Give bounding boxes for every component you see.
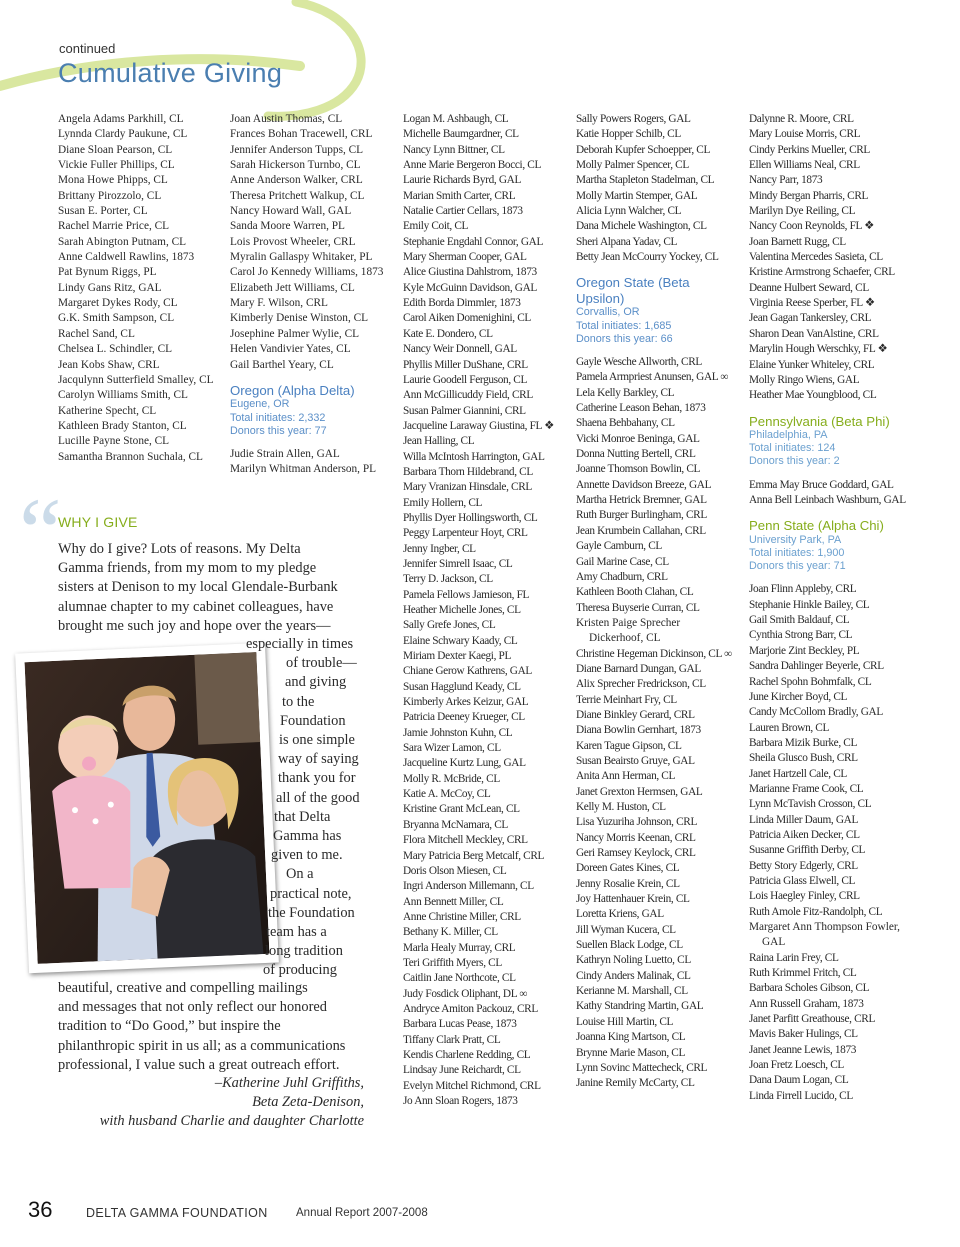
donor-name: Margaret Ann Thompson Fowler, GAL — [749, 921, 900, 949]
donor-name: Patricia Aiken Decker, CL — [749, 828, 860, 841]
why-i-give-heading: WHY I GIVE — [58, 514, 138, 530]
donor-name: Annette Davidson Breeze, GAL — [576, 478, 712, 491]
testimonial-line: is one simple — [279, 732, 355, 749]
donor-name: Raina Larin Frey, CL — [749, 951, 839, 964]
quote-mark-icon: “ — [19, 478, 62, 585]
donor-name: Rachel Marrie Price, CL — [58, 220, 170, 233]
donor-name: Gail Smith Baldauf, CL — [749, 614, 850, 627]
donor-name: Willa McIntosh Harrington, GAL — [403, 450, 545, 463]
donor-name: Mindy Bergan Pharris, CRL — [749, 189, 869, 202]
donor-name: Katherine Specht, CL — [58, 404, 157, 417]
donor-name: June Kircher Boyd, CL — [749, 690, 848, 703]
donor-name: Kyle McGuinn Davidson, GAL — [403, 281, 537, 294]
donor-name: Jean Kobs Shaw, CRL — [58, 358, 160, 371]
donor-name: Janet Grexton Hermsen, GAL — [576, 785, 703, 798]
testimonial-line: professional, I value such a great outreach effort. — [58, 1056, 340, 1073]
chapter-name: Penn State (Alpha Chi) — [749, 518, 884, 534]
chapter-donors: Donors this year: 77 — [230, 424, 327, 437]
donor-name: Kimberly Denise Winston, CL — [230, 312, 369, 325]
donor-name: Jamie Johnston Kuhn, CL — [403, 726, 513, 739]
donor-name: Nancy Morris Keenan, CRL — [576, 831, 696, 844]
donor-name: Anne Anderson Walker, CRL — [230, 174, 363, 187]
continued-label: continued — [59, 41, 116, 56]
donor-name: Cindy Perkins Mueller, CRL — [749, 143, 870, 156]
donor-name: Jean Gagan Tankersley, CRL — [749, 312, 872, 325]
testimonial-line: way of saying — [278, 751, 359, 768]
donor-name: Betty Jean McCourry Yockey, CL — [576, 251, 719, 264]
donor-name: Susan Hagglund Keady, CL — [403, 680, 521, 693]
testimonial-line: sisters at Denison to my local Glendale-Burbank — [58, 579, 338, 596]
donor-name: Alicia Lynn Walcher, CL — [576, 205, 682, 218]
donor-name: Mona Howe Phipps, CL — [58, 174, 168, 187]
donor-name: Phyllis Miller DuShane, CRL — [403, 358, 528, 371]
donor-name: Catherine Leason Behan, 1873 — [576, 402, 706, 415]
donor-name: Emma May Bruce Goddard, GAL — [749, 478, 894, 491]
donor-name: Lindy Gans Ritz, GAL — [58, 281, 162, 294]
donor-name: Sharon Dean VanAlstine, CRL — [749, 327, 879, 340]
donor-name: Kristine Grant McLean, CL — [403, 803, 520, 816]
testimonial-line: Why do I give? Lots of reasons. My Delta — [58, 541, 301, 557]
donor-name: Jenny Rosalie Krein, CL — [576, 877, 680, 890]
donor-name: Sally Grefe Jones, CL — [403, 619, 496, 632]
donor-name: Chiane Gerow Kathrens, GAL — [403, 665, 532, 678]
donor-column-5 — [749, 112, 909, 1104]
donor-name: Kristen Paige Sprecher Dickerhoof, CL — [576, 616, 681, 645]
donor-name: Jennifer Anderson Tupps, CL — [230, 143, 364, 156]
donor-name: Sarah Hickerson Turnbo, CL — [230, 159, 361, 172]
donor-name: Logan M. Ashbaugh, CL — [403, 113, 509, 125]
donor-name: Donna Nutting Bertell, CRL — [576, 448, 696, 461]
donor-name: Anne Caldwell Rawlins, 1873 — [58, 251, 195, 264]
chapter-donors: Donors this year: 66 — [576, 332, 673, 345]
donor-name: Jo Ann Sloan Rogers, 1873 — [403, 1095, 518, 1107]
donor-name: Chelsea L. Schindler, CL — [58, 343, 173, 356]
testimonial-line: brought me such joy and hope over the years— — [58, 617, 331, 634]
testimonial-intro — [58, 540, 368, 636]
donor-name: Theresa Pritchett Walkup, CL — [230, 189, 365, 202]
footer-organization: DELTA GAMMA FOUNDATION — [86, 1206, 268, 1220]
donor-name: Jacqueline Laraway Giustina, FL ❖ — [403, 419, 554, 432]
donor-name: Mavis Baker Hulings, CL — [749, 1028, 858, 1041]
donor-name: Doris Olson Miesen, CL — [403, 864, 507, 877]
testimonial-line: the Foundation — [268, 904, 355, 921]
donor-name: Lisa Yuzuriha Johnson, CRL — [576, 816, 698, 829]
donor-name: Anna Bell Leinbach Washburn, GAL — [749, 493, 906, 506]
testimonial-wrap-text — [58, 635, 368, 981]
donor-name: Flora Mitchell Meckley, CRL — [403, 834, 528, 847]
donor-name: Samantha Brannon Suchala, CL — [58, 450, 203, 463]
donor-name: Marjorie Zint Beckley, PL — [749, 644, 860, 657]
donor-name: Vickie Fuller Phillips, CL — [58, 159, 175, 172]
donor-name: Geri Ramsey Keylock, CRL — [576, 847, 696, 860]
donor-name: Marla Healy Murray, CRL — [403, 941, 516, 954]
donor-name: Ann Russell Graham, 1873 — [749, 997, 864, 1010]
donor-name: Evelyn Mitchel Richmond, CRL — [403, 1079, 541, 1092]
donor-name: Molly R. McBride, CL — [403, 772, 500, 785]
chapter-header-oregon-state — [576, 275, 696, 346]
donor-name: Sheila Glusco Bush, CRL — [749, 752, 858, 765]
donor-name: Martha Hetrick Bremner, GAL — [576, 494, 707, 507]
testimonial-line: tradition to “Do Good,” but inspire the — [58, 1018, 281, 1035]
donor-name: Sally Powers Rogers, GAL — [576, 113, 691, 125]
donor-name: Jacqueline Kurtz Lung, GAL — [403, 757, 526, 770]
donor-name: Miriam Dexter Kaegi, PL — [403, 650, 512, 663]
donor-name: Elaine Yunker Whiteley, CRL — [749, 358, 875, 371]
donor-name: Lynn McTavish Crosson, CL — [749, 798, 872, 811]
donor-name: Valentina Mercedes Sasieta, CL — [749, 251, 883, 264]
donor-name: Kate E. Dondero, CL — [403, 327, 493, 340]
donor-name: Stephanie Engdahl Connor, GAL — [403, 235, 543, 248]
donor-name: Phyllis Dyer Hollingsworth, CL — [403, 511, 538, 524]
donor-name: Gail Barthel Yeary, CL — [230, 358, 334, 371]
testimonial-line: Gamma friends, from my mom to my pledge — [58, 560, 317, 577]
donor-name: Rachel Spohn Bohmfalk, CL — [749, 675, 872, 688]
donor-name: Nancy Howard Wall, GAL — [230, 205, 352, 218]
donor-name: Bryanna McNamara, CL — [403, 818, 508, 831]
donor-name: Pamela Armpriest Anunsen, GAL ∞ — [576, 371, 729, 384]
donor-name: Anne Christine Miller, CRL — [403, 910, 521, 923]
donor-name: Kelly M. Huston, CL — [576, 801, 666, 814]
donor-name: Jennifer Simrell Isaac, CL — [403, 557, 513, 570]
donor-name: Edith Borda Dimmler, 1873 — [403, 297, 521, 310]
testimonial-line: thank you for — [278, 770, 356, 787]
donor-name: Marylin Hough Werschky, FL ❖ — [749, 343, 888, 356]
donor-name: Jean Krumbein Callahan, CRL — [576, 524, 706, 537]
donor-name: Mary Patricia Berg Metcalf, CRL — [403, 849, 545, 862]
donor-name: Joan Austin Thomas, CL — [230, 113, 343, 125]
donor-name: Frances Bohan Tracewell, CRL — [230, 128, 373, 141]
donor-name: G.K. Smith Sampson, CL — [58, 312, 175, 325]
testimonial-attribution — [100, 1074, 364, 1131]
donor-name: Pat Bynum Riggs, PL — [58, 266, 157, 279]
testimonial-line: to the — [282, 693, 315, 710]
donor-name: Janet Hartzell Cale, CL — [749, 767, 847, 780]
donor-name: Diana Bowlin Gernhart, 1873 — [576, 724, 701, 737]
donor-name: Caitlin Jane Northcote, CL — [403, 972, 516, 985]
donor-name: Joan Fretz Loesch, CL — [749, 1059, 844, 1072]
donor-name: Joanna King Martson, CL — [576, 1031, 686, 1044]
donor-name: Laurie Goodell Ferguson, CL — [403, 373, 528, 386]
donor-name: Anita Ann Herman, CL — [576, 770, 676, 783]
donor-name: Lela Kelly Barkley, CL — [576, 386, 675, 399]
donor-name: Rachel Sand, CL — [58, 327, 135, 340]
donor-name: Stephanie Hinkle Bailey, CL — [749, 598, 870, 611]
donor-name: Lois Haegley Finley, CRL — [749, 890, 860, 903]
donor-name: Linda Miller Daum, GAL — [749, 813, 859, 826]
donor-name: Sandra Dahlinger Beyerle, CRL — [749, 660, 884, 673]
donor-name: Ruth Burger Burlingham, CRL — [576, 509, 707, 522]
donor-name: Kathleen Booth Clahan, CL — [576, 586, 694, 599]
donor-name: Myralin Gallaspy Whitaker, PL — [230, 251, 373, 264]
donor-name: Barbara Lucas Pease, 1873 — [403, 1018, 517, 1031]
donor-name: Bethany K. Miller, CL — [403, 926, 498, 939]
donor-name: Pamela Fellows Jamieson, FL — [403, 588, 530, 601]
donor-name: Sarah Abington Putnam, CL — [58, 235, 187, 248]
donor-name: Jill Wyman Kucera, CL — [576, 923, 676, 936]
chapter-header-oregon — [230, 383, 398, 438]
donor-name: Ann McGillicuddy Field, CRL — [403, 389, 533, 402]
testimonial-closing — [58, 979, 368, 1075]
donor-name: Emily Hollern, CL — [403, 496, 483, 509]
donor-name: Nancy Lynn Bittner, CL — [403, 143, 505, 156]
testimonial-line: philanthropic spirit in us all; as a communications — [58, 1037, 346, 1054]
chapter-header-penn-state — [749, 518, 909, 573]
testimonial-line: long tradition — [265, 943, 343, 960]
donor-column-4 — [576, 112, 734, 1092]
donor-name: Barbara Scholes Gibson, CL — [749, 982, 870, 995]
donor-name: Mary Sherman Cooper, GAL — [403, 251, 527, 264]
donor-name: Janet Jeanne Lewis, 1873 — [749, 1043, 857, 1056]
donor-name: Deanne Hulbert Seward, CL — [749, 281, 869, 294]
donor-name: Kathryn Noling Luetto, CL — [576, 954, 691, 967]
donor-name: Diane Barnard Dungan, GAL — [576, 662, 701, 675]
donor-name: Dana Michele Washington, CL — [576, 220, 707, 233]
donor-name: Molly Palmer Spencer, CL — [576, 159, 689, 172]
donor-name: Linda Firrell Lucido, CL — [749, 1089, 853, 1102]
donor-name: Tiffany Clark Pratt, CL — [403, 1033, 501, 1046]
testimonial-line: team has a — [266, 924, 327, 941]
donor-name: Terry D. Jackson, CL — [403, 573, 493, 586]
testimonial-line: all of the good — [276, 789, 360, 806]
donor-column-2 — [230, 112, 398, 478]
donor-name: Loretta Kriens, GAL — [576, 908, 664, 921]
donor-name: Ruth Amole Fitz-Randolph, CL — [749, 905, 883, 918]
donor-name: Kathleen Brady Stanton, CL — [58, 419, 187, 432]
donor-name: Kathy Standring Martin, GAL — [576, 1000, 704, 1013]
donor-name: Heather Mae Youngblood, CL — [749, 389, 877, 402]
donor-name: Marilyn Whitman Anderson, PL — [230, 463, 377, 476]
donor-name: Jenny Ingber, CL — [403, 542, 476, 555]
donor-name: Anne Marie Bergeron Bocci, CL — [403, 159, 542, 172]
donor-name: Alice Giustina Dahlstrom, 1873 — [403, 266, 537, 279]
donor-name: Cindy Anders Malinak, CL — [576, 969, 691, 982]
donor-name: Betty Story Edgerly, CRL — [749, 859, 858, 872]
donor-name: Amy Chadburn, CRL — [576, 570, 668, 583]
donor-name: Jean Halling, CL — [403, 435, 475, 448]
donor-name: Ruth Krimmel Fritch, CL — [749, 967, 857, 980]
donor-name: Susan Beairsto Gruye, GAL — [576, 754, 695, 767]
testimonial-line: especially in times — [246, 636, 354, 652]
donor-name: Nancy Coon Reynolds, FL ❖ — [749, 220, 874, 233]
testimonial-line: and giving — [285, 674, 347, 691]
donor-column-1 — [58, 112, 223, 465]
donor-name: Sara Wizer Lamon, CL — [403, 742, 501, 755]
donor-name: Laurie Richards Byrd, GAL — [403, 174, 521, 187]
donor-name: Janet Parfitt Greathouse, CRL — [749, 1013, 876, 1026]
donor-name: Barbara Mizik Burke, CL — [749, 736, 858, 749]
donor-name: Sanda Moore Warren, PL — [230, 220, 345, 233]
donor-name: Helen Vandivier Yates, CL — [230, 343, 351, 356]
donor-name: Katie Hopper Schilb, CL — [576, 128, 681, 141]
donor-name: Patricia Deeney Krueger, CL — [403, 711, 525, 724]
donor-name: Ingri Anderson Millemann, CL — [403, 880, 534, 893]
donor-name: Christine Hegeman Dickinson, CL ∞ — [576, 647, 732, 660]
donor-name: Dana Daum Logan, CL — [749, 1074, 849, 1087]
donor-name: Ann Bennett Miller, CL — [403, 895, 504, 908]
donor-name: Lois Provost Wheeler, CRL — [230, 235, 356, 248]
chapter-name: Pennsylvania (Beta Phi) — [749, 413, 890, 429]
chapter-initiates: Total initiates: 124 — [749, 442, 836, 455]
testimonial-line: Gamma has — [273, 828, 342, 845]
testimonial-line: alumnae chapter to my cabinet colleagues, have — [58, 598, 334, 615]
chapter-name: Oregon State (Beta Upsilon) — [576, 275, 690, 306]
testimonial-line: Foundation — [280, 712, 346, 729]
donor-name: Shaena Behbahany, CL — [576, 417, 675, 430]
donor-name: Marianne Frame Cook, CL — [749, 782, 864, 795]
page-number: 36 — [28, 1197, 53, 1222]
donor-name: Patricia Glass Elwell, CL — [749, 874, 856, 887]
donor-name: Marian Smith Carter, CRL — [403, 189, 516, 202]
testimonial-line: Beta Zeta-Denison, — [252, 1094, 364, 1110]
donor-name: Marilyn Dye Reiling, CL — [749, 205, 856, 218]
donor-name: Carol Aiken Domenighini, CL — [403, 312, 531, 325]
donor-name: Molly Ringo Wiens, GAL — [749, 373, 860, 386]
testimonial-line: On a — [286, 866, 314, 883]
donor-name: Doreen Gates Kines, CL — [576, 862, 680, 875]
donor-name: Judie Strain Allen, GAL — [230, 447, 340, 460]
donor-name: Kimberly Arkes Keizur, GAL — [403, 696, 529, 709]
donor-name: Andryce Amiton Packouz, CRL — [403, 1002, 538, 1015]
donor-name: Martha Stapleton Stadelman, CL — [576, 174, 715, 187]
testimonial-line: of trouble— — [286, 655, 357, 672]
testimonial-line: that Delta — [274, 808, 331, 825]
donor-name: Angela Adams Parkhill, CL — [58, 113, 184, 125]
donor-name: Elizabeth Jett Williams, CL — [230, 281, 355, 294]
testimonial-line: beautiful, creative and compelling mailings — [58, 980, 308, 996]
donor-name: Mary F. Wilson, CRL — [230, 297, 328, 310]
chapter-city: Philadelphia, PA — [749, 429, 828, 442]
donor-name: Ellen Williams Neal, CRL — [749, 159, 860, 172]
donor-name: Emily Coit, CL — [403, 220, 469, 233]
donor-name: Sheri Alpana Yadav, CL — [576, 235, 678, 248]
chapter-header-pennsylvania — [749, 414, 909, 469]
donor-name: Lynnda Clardy Paukune, CL — [58, 128, 188, 141]
donor-name: Carol Jo Kennedy Williams, 1873 — [230, 266, 384, 279]
testimonial-line: with husband Charlie and daughter Charlotte — [99, 1113, 364, 1129]
chapter-city: Corvallis, OR — [576, 306, 640, 319]
donor-name: Deborah Kupfer Schoepper, CL — [576, 143, 711, 156]
footer-report-title: Annual Report 2007-2008 — [296, 1207, 428, 1219]
chapter-city: Eugene, OR — [230, 398, 290, 411]
donor-name: Kristine Armstrong Schaefer, CRL — [749, 266, 895, 279]
donor-name: Brittany Pirozzolo, CL — [58, 189, 162, 202]
donor-name: Gail Marine Case, CL — [576, 555, 669, 568]
donor-name: Lynn Sovinc Mattecheck, CRL — [576, 1061, 708, 1074]
donor-name: Josephine Palmer Wylie, CL — [230, 327, 360, 340]
donor-name: Kendis Charlene Redding, CL — [403, 1048, 531, 1061]
chapter-donors: Donors this year: 2 — [749, 455, 840, 468]
donor-name: Susan Palmer Giannini, CRL — [403, 404, 526, 417]
donor-name: Nancy Parr, 1873 — [749, 174, 823, 187]
donor-name: Louise Hill Martin, CL — [576, 1015, 674, 1028]
donor-name: Judy Fosdick Oliphant, DL ∞ — [403, 987, 528, 1000]
donor-name: Mary Louise Morris, CRL — [749, 128, 861, 141]
donor-name: Gayle Camburn, CL — [576, 540, 662, 553]
testimonial-line: given to me. — [271, 847, 343, 864]
donor-name: Theresa Buyserie Curran, CL — [576, 601, 700, 614]
donor-name: Jacqulynn Sutterfield Smalley, CL — [58, 373, 214, 386]
donor-name: Diane Sloan Pearson, CL — [58, 143, 173, 156]
donor-name: Joan Barnett Rugg, CL — [749, 235, 846, 248]
donor-name: Lindsay June Reichardt, CL — [403, 1064, 521, 1077]
page-title: Cumulative Giving — [58, 58, 283, 88]
donor-name: Teri Griffith Myers, CL — [403, 956, 502, 969]
donor-name: Susan E. Porter, CL — [58, 205, 148, 218]
donor-name: Vicki Monroe Beninga, GAL — [576, 432, 700, 445]
donor-name: Margaret Dykes Rody, CL — [58, 297, 178, 310]
donor-name: Katie A. McCoy, CL — [403, 788, 491, 801]
chapter-city: University Park, PA — [749, 533, 842, 546]
donor-column-3 — [403, 112, 563, 1109]
donor-name: Molly Martin Stemper, GAL — [576, 189, 698, 202]
donor-name: Diane Binkley Gerard, CRL — [576, 708, 695, 721]
chapter-donors: Donors this year: 71 — [749, 560, 846, 573]
donor-name: Lucille Payne Stone, CL — [58, 435, 170, 448]
donor-name: Mary Vranizan Hinsdale, CRL — [403, 481, 532, 494]
donor-name: Terrie Meinhart Fry, CL — [576, 693, 677, 706]
donor-name: Cynthia Strong Barr, CL — [749, 629, 853, 642]
chapter-initiates: Total initiates: 1,900 — [749, 547, 845, 560]
donor-name: Karen Tague Gipson, CL — [576, 739, 682, 752]
donor-name: Virginia Reese Sperber, FL ❖ — [749, 297, 875, 310]
donor-name: Barbara Thorn Hildebrand, CL — [403, 465, 533, 478]
donor-name: Susanne Griffith Derby, CL — [749, 844, 866, 857]
donor-name: Dalynne R. Moore, CRL — [749, 113, 854, 125]
donor-name: Michelle Baumgardner, CL — [403, 128, 519, 141]
donor-name: Peggy Larpenteur Hoyt, CRL — [403, 527, 528, 540]
donor-name: Alix Sprecher Fredrickson, CL — [576, 678, 706, 691]
donor-name: Joy Hattenhauer Krein, CL — [576, 893, 690, 906]
donor-name: Carolyn Williams Smith, CL — [58, 389, 188, 402]
donor-name: Heather Michelle Jones, CL — [403, 604, 521, 616]
donor-name: Kerianne M. Marshall, CL — [576, 985, 688, 998]
chapter-initiates: Total initiates: 1,685 — [576, 319, 672, 332]
testimonial-line: –Katherine Juhl Griffiths, — [214, 1075, 364, 1091]
chapter-initiates: Total initiates: 2,332 — [230, 411, 326, 424]
donor-name: Suellen Black Lodge, CL — [576, 939, 683, 952]
donor-name: Lauren Brown, CL — [749, 721, 830, 734]
donor-name: Gayle Wesche Allworth, CRL — [576, 356, 702, 369]
chapter-name: Oregon (Alpha Delta) — [230, 382, 355, 398]
donor-name: Nancy Weir Donnell, GAL — [403, 343, 517, 356]
testimonial-line: of producing — [263, 962, 337, 979]
donor-name: Joanne Thomson Bowlin, CL — [576, 463, 701, 476]
donor-name: Candy McCollom Bradly, GAL — [749, 706, 883, 719]
donor-name: Joan Flinn Appleby, CRL — [749, 583, 857, 596]
donor-name: Elaine Schwary Kaady, CL — [403, 634, 518, 647]
testimonial-line: and messages that not only reflect our honored — [58, 999, 327, 1016]
donor-name: Brynne Marie Mason, CL — [576, 1046, 686, 1059]
donor-name: Janine Remily McCarty, CL — [576, 1077, 695, 1090]
testimonial-line: practical note, — [270, 885, 352, 902]
donor-name: Natalie Cartier Cellars, 1873 — [403, 205, 523, 218]
